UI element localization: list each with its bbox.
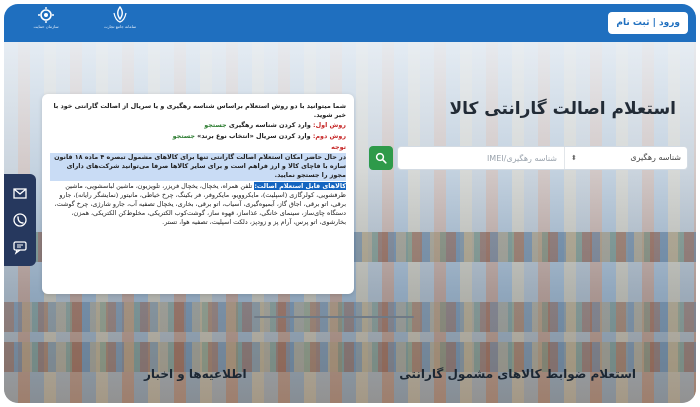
method-one-label: روش اول:	[313, 121, 346, 130]
warranty-rules-section-title[interactable]: استعلام ضوابط کالاهای مشمول گارانتی	[399, 367, 636, 381]
method-two-choice: «انتخاب نوع برند»	[197, 131, 254, 140]
method-two-text: وارد کردن سریال	[253, 131, 313, 140]
phone-icon[interactable]	[12, 212, 28, 228]
inquiry-info-card	[42, 94, 354, 294]
contact-side-panel	[4, 174, 36, 266]
ministry-logo[interactable]	[92, 6, 148, 40]
gear-emblem-icon	[35, 6, 57, 24]
goods-list: تلفن همراه، یخچال، یخچال فریزر، تلویزیون، ماشین لباسشویی، ماشین ظرفشویی، کولرگازی (اسپلیت)، مایکروویو، مایکروفر، فر بکینگ، چرخ خیاطی، مانیتور (نمایشگر رایانه)، جارو برقی، اتو برقی، اجاق گاز، آبمیوه‌گیری، آسیاب، اتو برقی، بخاری، یخچال تصفیه آب، جارو شارژی، چرخ گوشت، دستگاه چای‌ساز، سینمای خانگی، غذاساز، قهوه ساز، گوشت‌کوب الکتریکی، مخلوط‌کن الکتریکی، همزن، بخارشوی، اتو پرس، آرام پز و زودپز، دلکت اسپلیت، تصفیه هوا، تستر.	[54, 181, 346, 227]
chat-icon[interactable]	[12, 239, 28, 255]
method-one-action: جستجو	[204, 121, 229, 130]
login-register-button[interactable]: ورود | ثبت نام	[608, 12, 688, 34]
chevron-down-icon: ⬍	[571, 154, 577, 162]
method-two-label: روش دوم:	[312, 131, 346, 140]
info-intro: شما میتوانید با دو روش استعلام براساس شناسه رهگیری و یا سریال از اصالت گارانتی خود با خبر شوید.	[53, 102, 346, 120]
logo-right-caption: سامانه جامع تجارت	[103, 24, 137, 29]
slider-indicator[interactable]	[254, 316, 414, 318]
method-two-line	[50, 132, 346, 141]
search-bar	[397, 146, 688, 170]
goods-label: کالاهای قابل استعلام اصالت:	[254, 181, 346, 190]
goods-paragraph	[50, 182, 346, 228]
note-label: توجه	[331, 142, 346, 151]
page-title: استعلام اصالت گارانتی کالا	[449, 99, 676, 119]
logo-left-caption: سازمان حمایت	[33, 24, 59, 29]
news-section-title[interactable]: اطلاعیه‌ها و اخبار	[144, 367, 247, 381]
method-one-line	[50, 121, 346, 130]
organization-logo[interactable]	[18, 6, 74, 40]
search-type-select[interactable]	[564, 147, 687, 169]
search-input[interactable]	[407, 147, 557, 169]
search-button[interactable]	[369, 146, 393, 170]
note-text: در حال حاضر امکان استعلام اصالت گارانتی تنها برای کالاهای مشمول تبصره ۴ ماده ۱۸ قانون سازه با فاچای کالا و ارز فراهم است و برای سایر کالاها صرفا می‌توانید شرکت‌های دارای مجوز را جستجو نمایید.	[50, 153, 346, 181]
email-icon[interactable]	[12, 185, 28, 201]
method-one-text: وارد کردن شناسه رهگیری	[228, 121, 314, 130]
header-bar	[4, 4, 696, 42]
app-frame	[4, 4, 696, 403]
search-icon	[375, 152, 387, 164]
method-two-action: جستجو	[172, 131, 198, 140]
search-type-value: شناسه رهگیری	[630, 153, 681, 162]
emblem-icon	[109, 6, 131, 24]
